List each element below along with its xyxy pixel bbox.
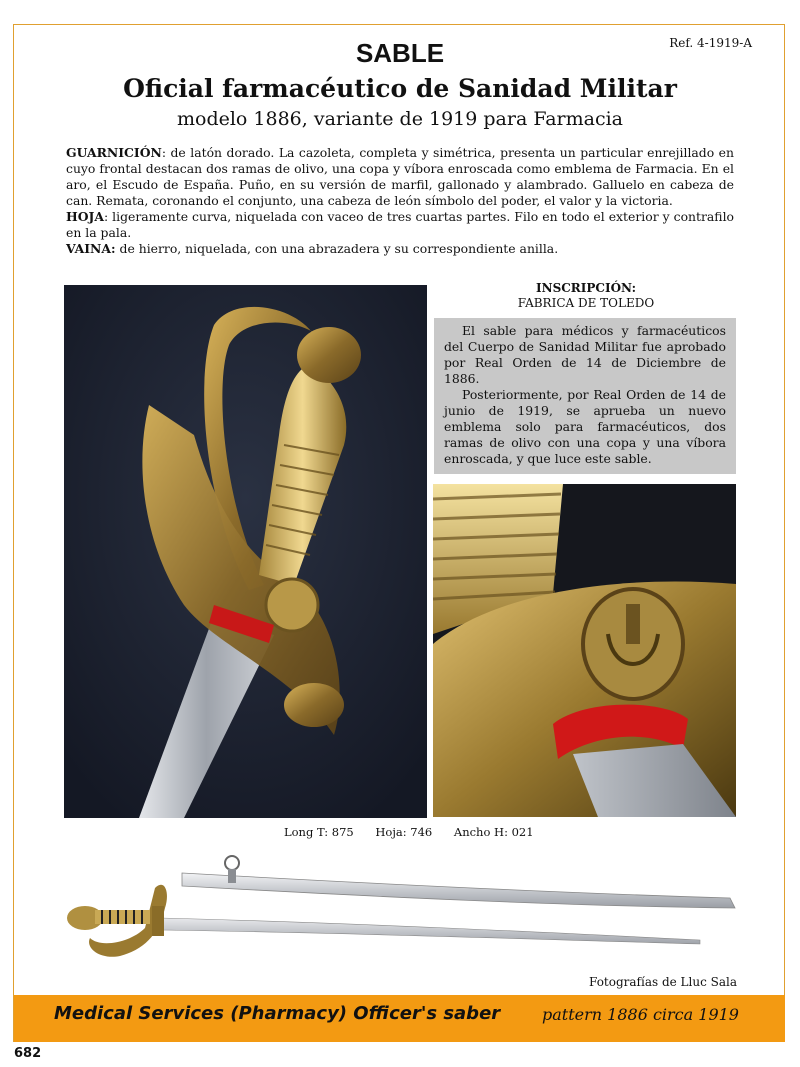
hoja-text: : ligeramente curva, niquelada con vaceo de tres cuartas partes. Filo en todo el exterior y contrafilo en la pala. bbox=[66, 209, 734, 240]
saber-and-scabbard-illustration bbox=[60, 848, 750, 968]
hoja-label: HOJA bbox=[66, 209, 104, 224]
vaina-text: de hierro, niquelada, con una abrazadera y su correspondiente anilla. bbox=[115, 241, 559, 256]
measurements bbox=[284, 825, 552, 839]
banner-subtitle: pattern 1886 circa 1919 bbox=[542, 1005, 739, 1024]
reference-code: Ref. 4-1919-A bbox=[669, 36, 752, 50]
photo-credit: Fotografías de Lluc Sala bbox=[589, 975, 737, 989]
history-paragraph-1: El sable para médicos y farmacéuticos del Cuerpo de Sanidad Militar fue aprobado por Real Orden de 14 de Diciembre de 1886. bbox=[444, 323, 726, 386]
description-block bbox=[66, 145, 734, 257]
blade-width: Ancho H: 021 bbox=[453, 825, 534, 839]
page-title: SABLE bbox=[355, 38, 445, 68]
inscription-title: INSCRIPCIÓN: bbox=[536, 281, 636, 295]
page-subtitle: Oficial farmacéutico de Sanidad Militar bbox=[123, 74, 677, 103]
guarnicion-label: GUARNICIÓN bbox=[66, 145, 162, 160]
emblem-detail-illustration bbox=[433, 484, 736, 817]
page-model-line: modelo 1886, variante de 1919 para Farmacia bbox=[176, 108, 624, 130]
page-number: 682 bbox=[14, 1046, 42, 1061]
inscription-text: FABRICA DE TOLEDO bbox=[517, 296, 655, 310]
guarnicion-paragraph bbox=[66, 145, 734, 209]
english-title-banner bbox=[14, 995, 785, 1042]
emblem-detail-photo bbox=[433, 484, 736, 817]
history-paragraph-2: Posteriormente, por Real Orden de 14 de junio de 1919, se aprueba un nuevo emblema solo para farmacéuticos, dos ramas de olivo con una copa y una víbora enroscada, y que luce este sable. bbox=[444, 387, 726, 466]
vaina-paragraph bbox=[66, 241, 734, 257]
hilt-photo bbox=[64, 285, 427, 818]
banner-main-title: Medical Services (Pharmacy) Officer's saber bbox=[54, 1003, 501, 1024]
history-box bbox=[434, 318, 736, 474]
hilt-photo-illustration bbox=[64, 285, 427, 818]
full-saber-photo bbox=[60, 848, 750, 968]
guarnicion-text: : de latón dorado. La cazoleta, completa y simétrica, presenta un particular enrejillado en cuyo frontal destacan dos ramas de olivo, una copa y víbora enroscada como emblema de Farmacia. En el aro, el Escudo de España. Puño, en su versión de marfil, gallonado y alambrado. Galluelo en cabeza de can. Remata, coronando el conjunto, una cabeza de león símbolo del poder, el valor y la victoria. bbox=[66, 145, 734, 208]
length-total: Long T: 875 bbox=[284, 825, 354, 839]
vaina-label: VAINA: bbox=[66, 241, 116, 256]
hoja-paragraph bbox=[66, 209, 734, 241]
blade-length: Hoja: 746 bbox=[375, 825, 433, 839]
